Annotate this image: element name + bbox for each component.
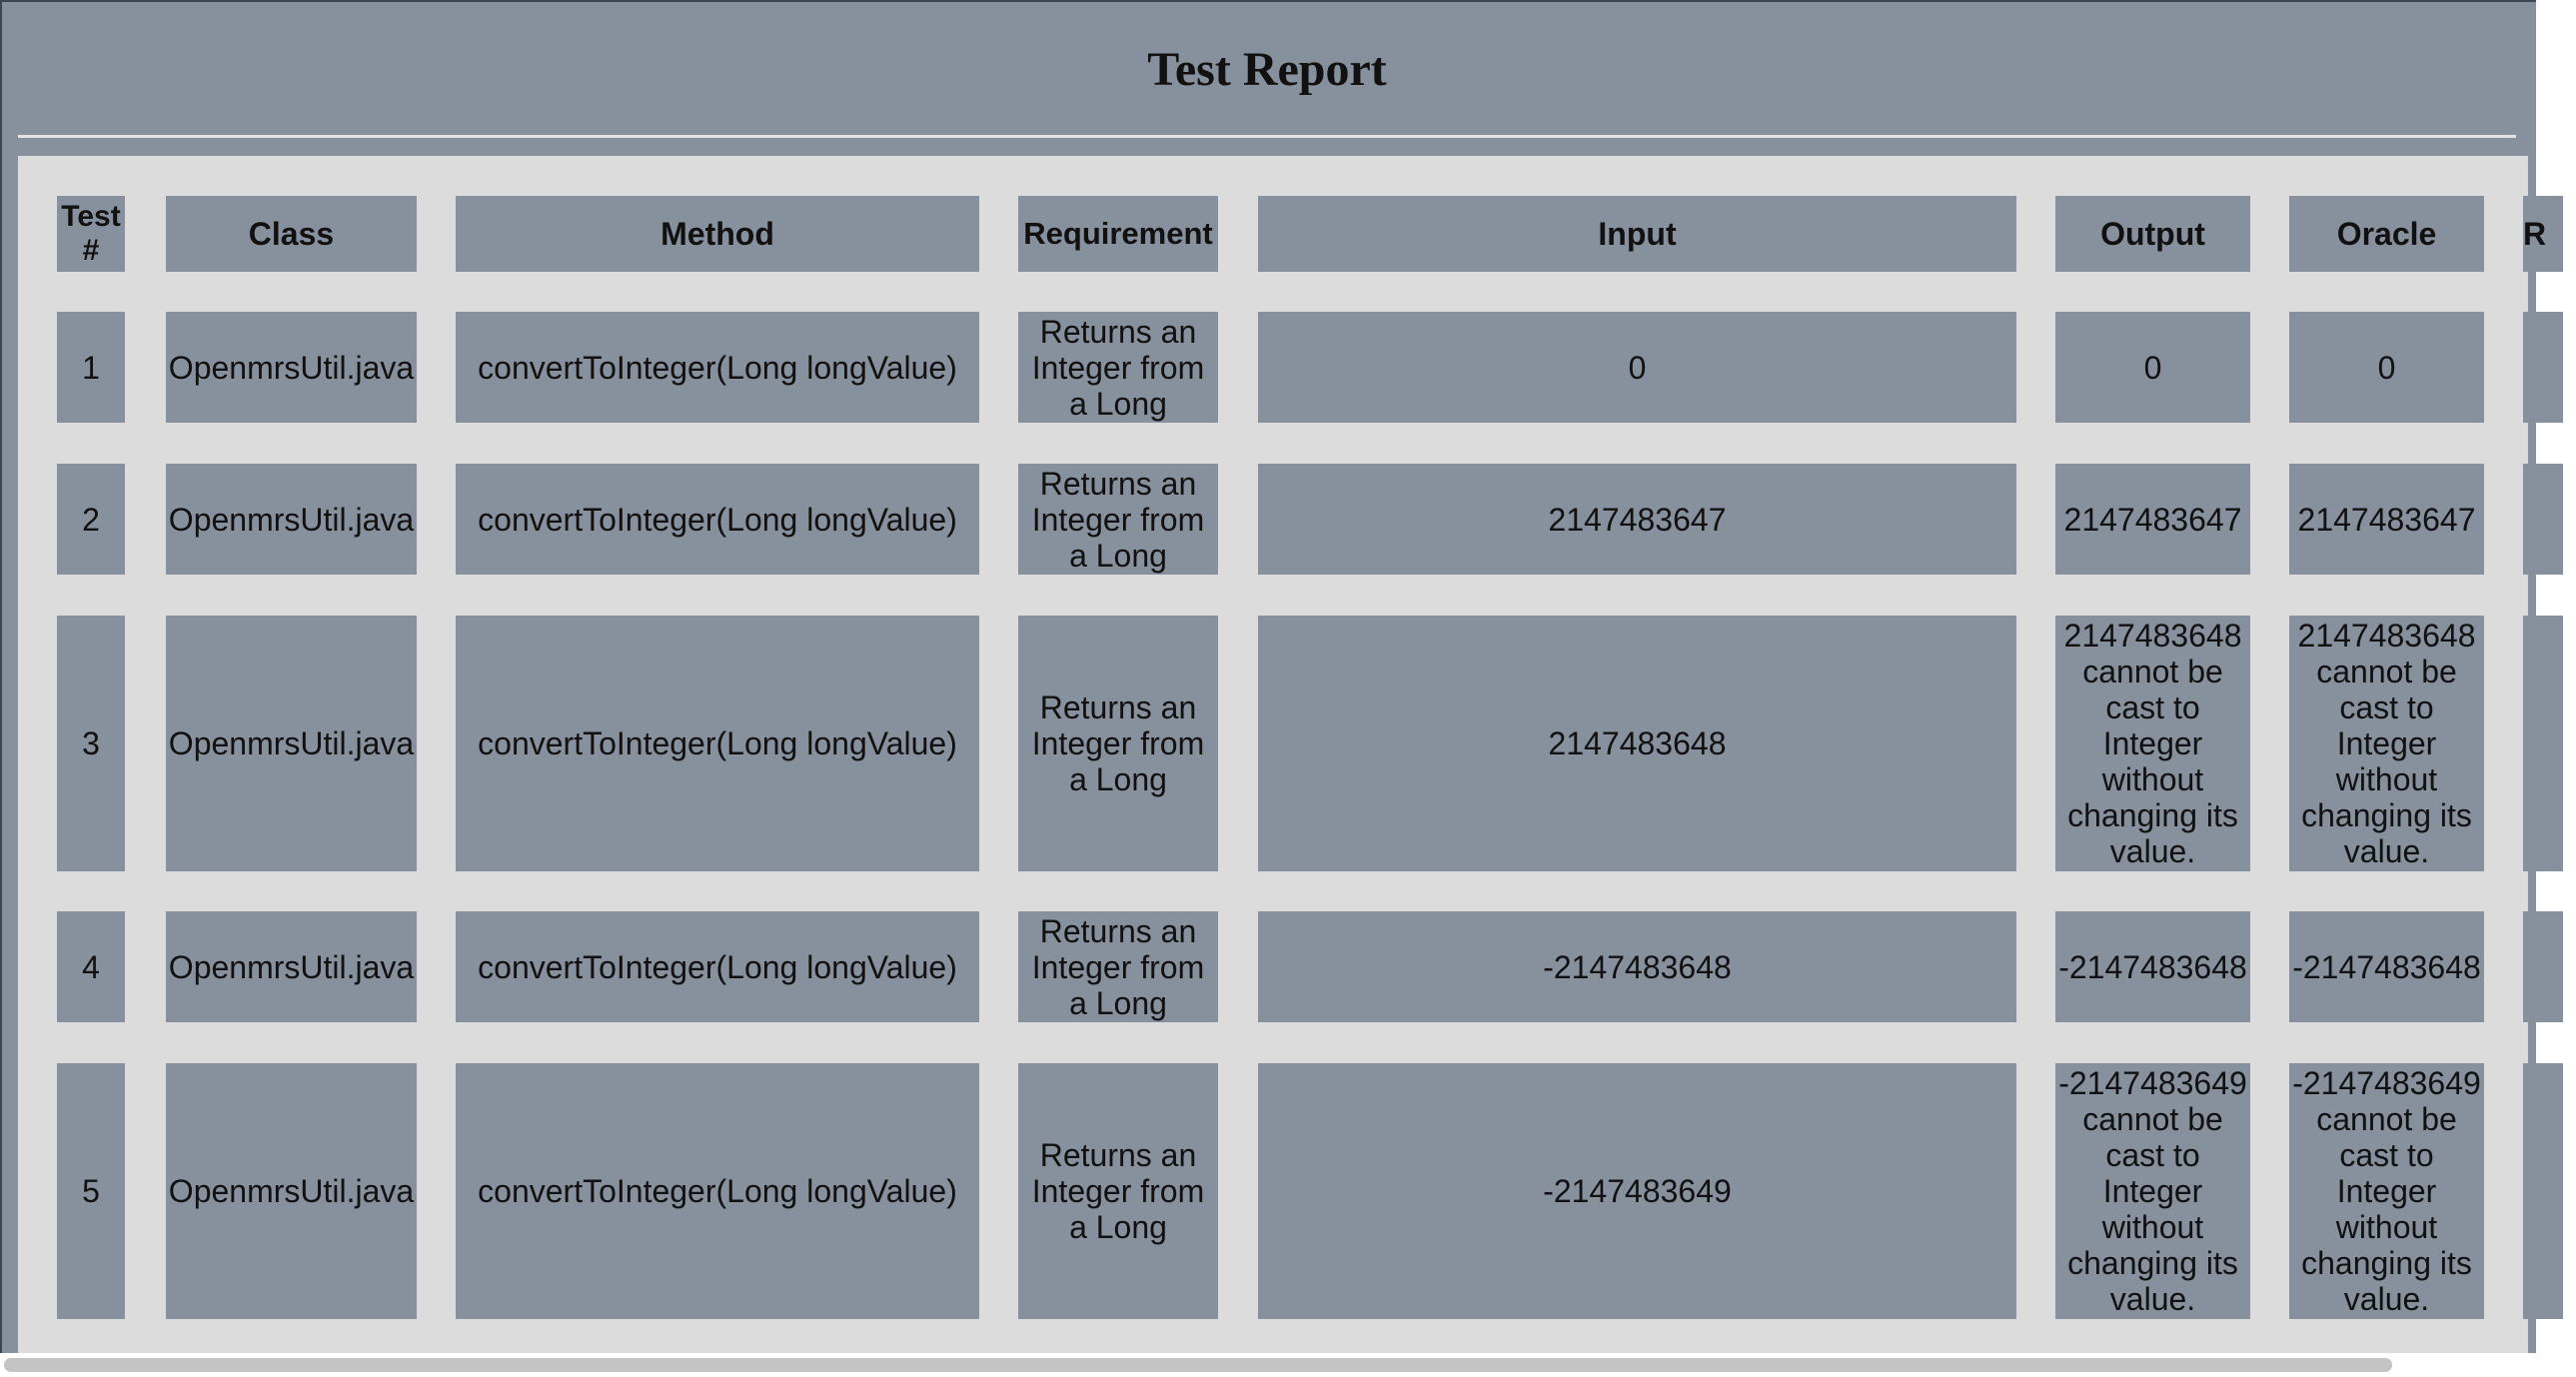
table-row-1-input: 0 [1258, 312, 2016, 423]
table-row-4-result-clipped [2523, 911, 2563, 1022]
table-row-3-test-number: 3 [57, 616, 125, 871]
table-row-3-class: OpenmrsUtil.java [166, 616, 417, 871]
test-report-table [18, 156, 2576, 1355]
table-row-3-method: convertToInteger(Long longValue) [456, 616, 979, 871]
table-row-4-test-number: 4 [57, 911, 125, 1022]
table-row-3-output: 2147483648 cannot be cast to Integer without changing its value. [2055, 616, 2250, 871]
header-test-number: Test # [57, 196, 125, 272]
table-row-5-class: OpenmrsUtil.java [166, 1063, 417, 1319]
header-class: Class [166, 196, 417, 272]
table-row-2-result-clipped [2523, 464, 2563, 575]
table-row-3-result-clipped [2523, 616, 2563, 871]
table-row-5-requirement: Returns an Integer from a Long [1018, 1063, 1218, 1319]
table-row-5-oracle: -2147483649 cannot be cast to Integer without changing its value. [2289, 1063, 2484, 1319]
table-row-2-test-number: 2 [57, 464, 125, 575]
table-row-1-requirement: Returns an Integer from a Long [1018, 312, 1218, 423]
table-row-2-method: convertToInteger(Long longValue) [456, 464, 979, 575]
table-row-1-output: 0 [2055, 312, 2250, 423]
table-row-1-oracle: 0 [2289, 312, 2484, 423]
header-method: Method [456, 196, 979, 272]
table-row-2-oracle: 2147483647 [2289, 464, 2484, 575]
table-row-1-method: convertToInteger(Long longValue) [456, 312, 979, 423]
table-row-4-class: OpenmrsUtil.java [166, 911, 417, 1022]
header-input: Input [1258, 196, 2016, 272]
table-row-4-requirement: Returns an Integer from a Long [1018, 911, 1218, 1022]
table-row-4-input: -2147483648 [1258, 911, 2016, 1022]
table-row-3-oracle: 2147483648 cannot be cast to Integer without changing its value. [2289, 616, 2484, 871]
header-result-clipped: R [2523, 196, 2563, 272]
table-row-4-output: -2147483648 [2055, 911, 2250, 1022]
table-row-1-test-number: 1 [57, 312, 125, 423]
table-row-5-result-clipped [2523, 1063, 2563, 1319]
header-output: Output [2055, 196, 2250, 272]
table-row-2-class: OpenmrsUtil.java [166, 464, 417, 575]
page-title: Test Report [1147, 43, 1387, 96]
table-row-5-input: -2147483649 [1258, 1063, 2016, 1319]
header-requirement: Requirement [1018, 196, 1218, 272]
table-row-2-input: 2147483647 [1258, 464, 2016, 575]
table-row-2-output: 2147483647 [2055, 464, 2250, 575]
table-row-1-class: OpenmrsUtil.java [166, 312, 417, 423]
table-row-3-requirement: Returns an Integer from a Long [1018, 616, 1218, 871]
horizontal-scrollbar-thumb[interactable] [4, 1358, 2392, 1372]
table-row-4-method: convertToInteger(Long longValue) [456, 911, 979, 1022]
table-row-5-test-number: 5 [57, 1063, 125, 1319]
table-row-5-method: convertToInteger(Long longValue) [456, 1063, 979, 1319]
header-oracle: Oracle [2289, 196, 2484, 272]
table-row-4-oracle: -2147483648 [2289, 911, 2484, 1022]
table-row-1-result-clipped [2523, 312, 2563, 423]
table-row-2-requirement: Returns an Integer from a Long [1018, 464, 1218, 575]
table-scroll-area[interactable] [18, 156, 2547, 1355]
table-row-3-input: 2147483648 [1258, 616, 2016, 871]
title-divider [18, 135, 2516, 138]
table-row-5-output: -2147483649 cannot be cast to Integer without changing its value. [2055, 1063, 2250, 1319]
